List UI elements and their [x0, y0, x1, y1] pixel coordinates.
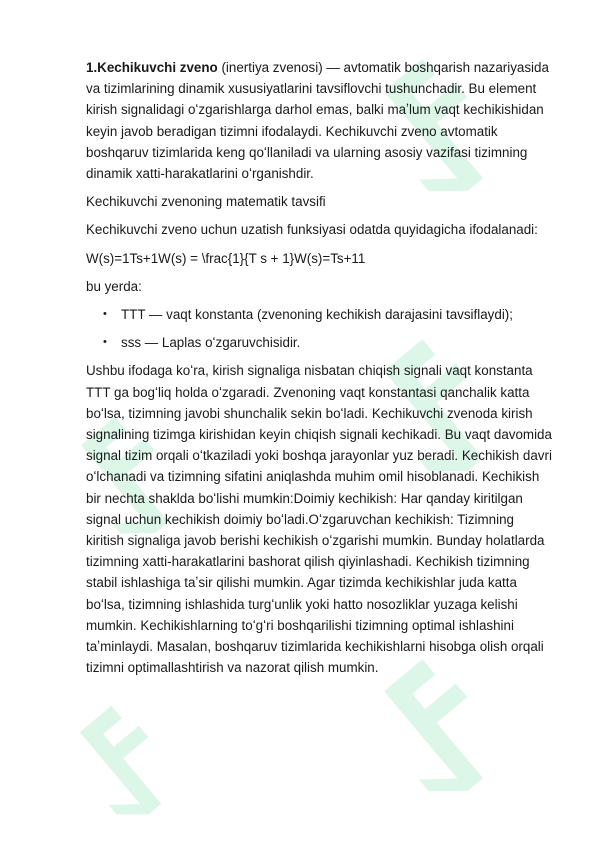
definition-list — [86, 304, 554, 353]
list-item — [86, 304, 554, 325]
watermark-logo-icon — [60, 690, 200, 830]
list-item-text: TTT — vaqt konstanta (zvenoning kechikish darajasini tavsiflaydi); — [121, 307, 513, 323]
intro-text: (inertiya zvenosi) — avtomatik boshqarish nazariyasida va tizimlarining dinamik xususiyatlarini tavsiflovchi tushunchadir. Bu element kirish signalidagi oʻzgarishlarga darhol emas, balki maʼlum vaqt kechikishidan keyin javob beradigan tizimni ifodalaydi. Kechikuvchi zveno avtomatik boshqaruv tizimlarida keng qoʻllaniladi va ularning asosiy vazifasi tizimning dinamik xatti-harakatlarini oʻrganishdir. — [86, 60, 549, 182]
bullet-marker: • — [103, 308, 107, 321]
body-paragraph: Ushbu ifodaga koʻra, kirish signaliga nisbatan chiqish signali vaqt konstanta TTT ga bogʻliq holda oʻzgaradi. Zvenoning vaqt konstantasi qanchalik katta boʻlsa, tizimning javobi shunchalik sekin boʻladi. Kechikuvchi zvenoda kirish signalining tizimga kirishidan keyin chiqish signali kechikadi. Bu vaqt davomida signal tizim orqali oʻtkaziladi yoki boshqa jarayonlar yuz beradi. Kechikish davri oʻlchanadi va tizimning sifatini aniqlashda muhim omil hisoblanadi. Kechikish bir nechta shaklda boʻlishi mumkin:Doimiy kechikish: Har qanday kiritilgan signal uchun kechikish doimiy boʻladi.Oʻzgaruvchan kechikish: Tizimning kiritish signaliga javob berishi kechikish oʻzgarishi mumkin. Bunday holatlarda tizimning xatti-harakatlarini bashorat qilish qiyinlashadi. Kechikish tizimning stabil ishlashiga taʼsir qilishi mumkin. Agar tizimda kechikishlar juda katta boʻlsa, tizimning ishlashida turgʻunlik yoki hatto nosozliklar yuzaga kelishi mumkin. Kechikishlarning toʻgʻri boshqarilishi tizimning optimal ishlashini taʼminlaydi. Masalan, boshqaruv tizimlarida kechikishlarni hisobga olish orqali tizimni optimallashtirish va nazorat qilish mumkin. — [86, 363, 552, 676]
where-label: bu yerda: — [86, 278, 142, 294]
formula-intro: Kechikuvchi zveno uchun uzatish funksiyasi odatda quyidagicha ifodalanadi: — [86, 222, 538, 238]
intro-paragraph — [86, 57, 554, 184]
list-item — [86, 332, 554, 353]
document-page — [86, 57, 554, 685]
formula-line: W(s)=1Ts+1W(s) = \frac{1}{T s + 1}W(s)=Ts+11 — [86, 250, 366, 266]
list-item-text: sss — Laplas oʻzgaruvchisidir. — [121, 335, 301, 351]
intro-heading: 1.Kechikuvchi zveno — [86, 60, 218, 75]
section-title: Kechikuvchi zvenoning matematik tavsifi — [86, 194, 326, 210]
bullet-marker: • — [103, 336, 107, 349]
